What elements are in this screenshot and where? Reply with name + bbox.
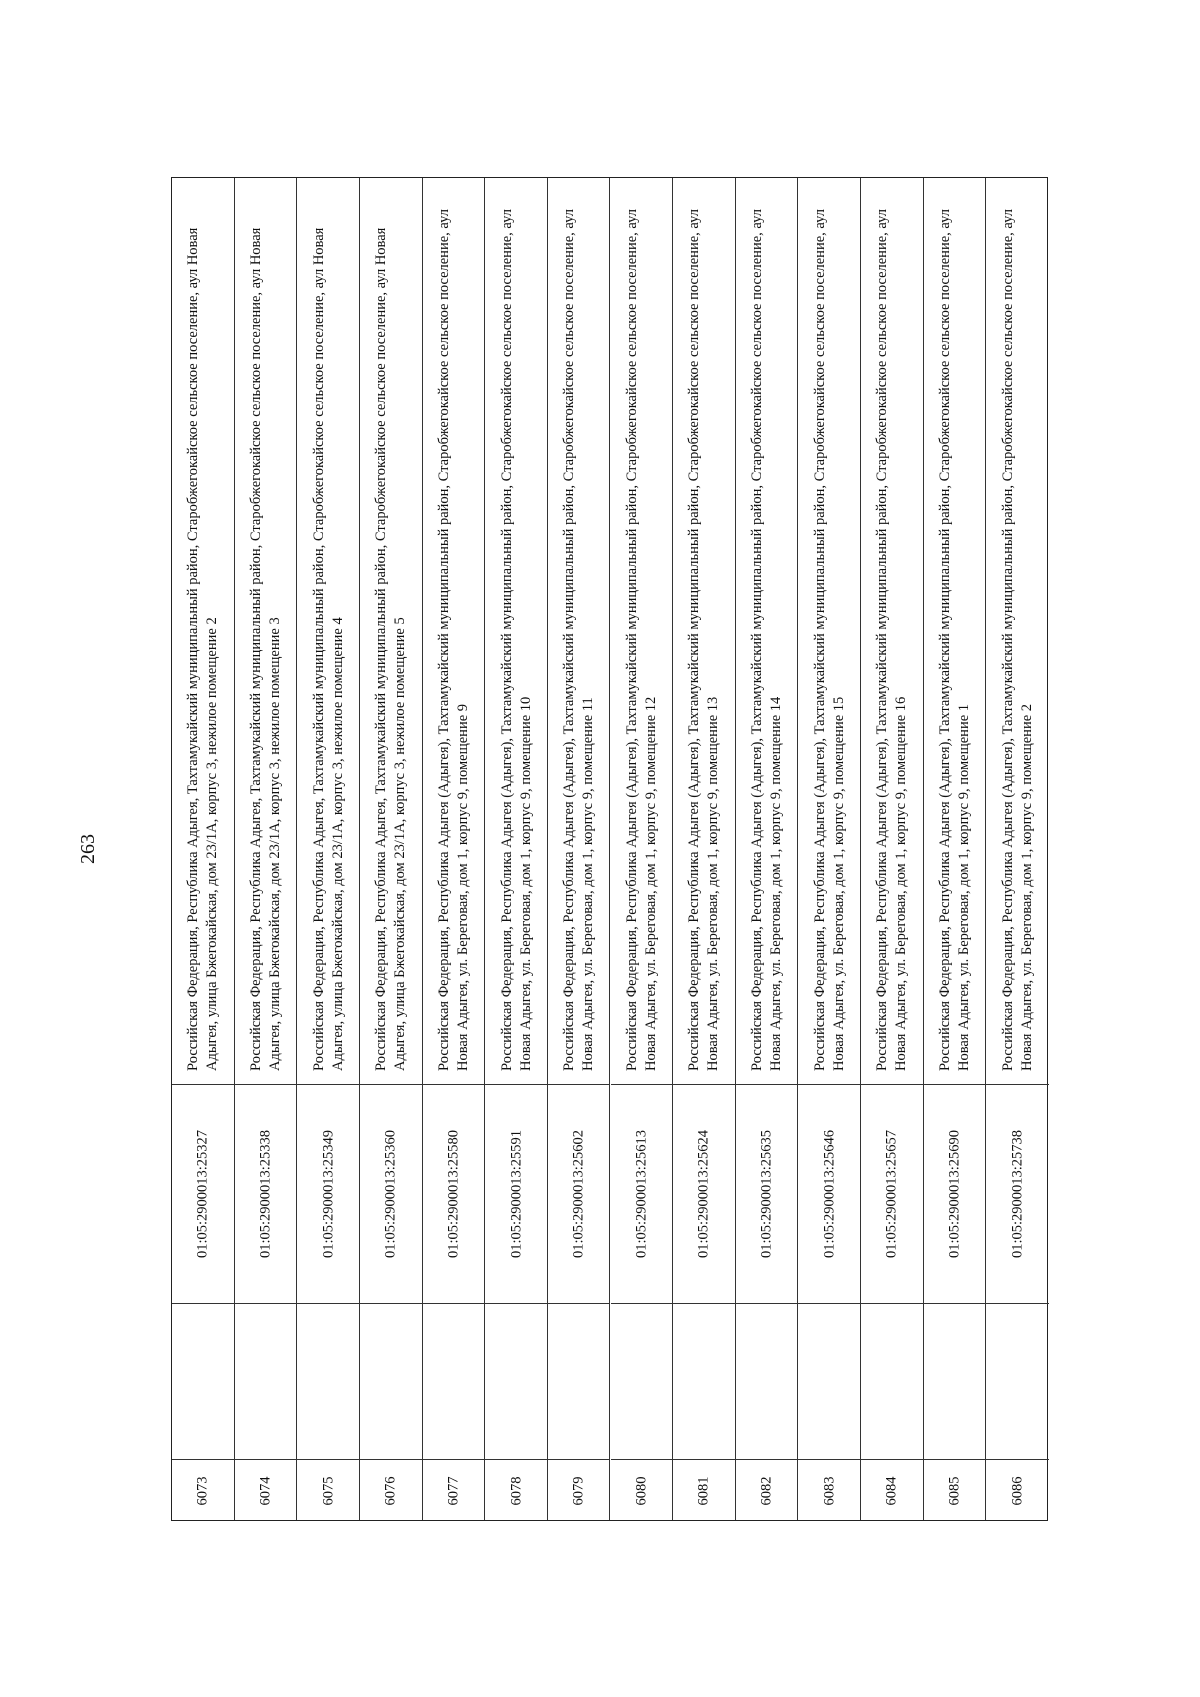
empty-cell	[548, 1303, 611, 1459]
address-cell	[485, 178, 548, 1084]
row-number-cell	[798, 1459, 861, 1522]
address-cell-text: Российская Федерация, Республика Адыгея (Адыгея), Тахтамукайский муниципальный район, Старобжегокайское сельское поселение, аул Новая Адыгея, ул. Береговая, дом 1, корпус 9, помещение 13	[686, 209, 722, 1071]
address-cell-text: Российская Федерация, Республика Адыгея, Тахтамукайский муниципальный район, Старобжегокайское сельское поселение, аул Новая Адыгея, улица Бжегокайская, дом 23/1А, корпус 3, нежилое помещение 4	[310, 227, 346, 1071]
cadastral-number-cell	[924, 1084, 987, 1303]
empty-cell	[798, 1303, 861, 1459]
row-number-cell-text: 6086	[1009, 1476, 1026, 1506]
page-number: 263	[77, 834, 99, 864]
cadastral-number-cell	[297, 1084, 360, 1303]
row-number-cell	[924, 1459, 987, 1522]
empty-cell	[673, 1303, 736, 1459]
cadastral-number-cell-text: 01:05:2900013:25657	[883, 1129, 900, 1259]
row-number-cell-text: 6082	[758, 1476, 775, 1506]
row-number-cell	[297, 1459, 360, 1522]
table-row	[235, 178, 298, 1520]
row-number-cell-text: 6083	[821, 1476, 838, 1506]
cadastral-number-cell	[235, 1084, 298, 1303]
cadastral-number-cell	[986, 1084, 1049, 1303]
empty-cell	[986, 1303, 1049, 1459]
row-number-cell-text: 6080	[633, 1476, 650, 1506]
cadastral-number-cell-text: 01:05:2900013:25338	[257, 1129, 274, 1259]
address-cell-text: Российская Федерация, Республика Адыгея (Адыгея), Тахтамукайский муниципальный район, Старобжегокайское сельское поселение, аул Новая Адыгея, ул. Береговая, дом 1, корпус 9, помещение 15	[811, 209, 847, 1071]
table-row	[798, 178, 861, 1520]
empty-cell	[924, 1303, 987, 1459]
empty-cell	[360, 1303, 423, 1459]
cadastral-number-cell-text: 01:05:2900013:25646	[821, 1129, 838, 1259]
address-cell-text: Российская Федерация, Республика Адыгея (Адыгея), Тахтамукайский муниципальный район, Старобжегокайское сельское поселение, аул Новая Адыгея, ул. Береговая, дом 1, корпус 9, помещение 10	[498, 209, 534, 1071]
cadastral-number-cell	[861, 1084, 924, 1303]
empty-cell	[861, 1303, 924, 1459]
row-number-cell	[172, 1459, 235, 1522]
row-number-cell-text: 6084	[883, 1476, 900, 1506]
cadastral-number-cell-text: 01:05:2900013:25690	[946, 1129, 963, 1259]
address-cell	[986, 178, 1049, 1084]
table-row	[485, 178, 548, 1520]
address-cell-text: Российская Федерация, Республика Адыгея, Тахтамукайский муниципальный район, Старобжегокайское сельское поселение, аул Новая Адыгея, улица Бжегокайская, дом 23/1А, корпус 3, нежилое помещение 3	[247, 227, 283, 1071]
address-cell	[235, 178, 298, 1084]
registry-table	[171, 177, 1048, 1521]
address-cell	[798, 178, 861, 1084]
address-cell	[736, 178, 799, 1084]
cadastral-number-cell-text: 01:05:2900013:25635	[758, 1129, 775, 1259]
table-row	[861, 178, 924, 1520]
cadastral-number-cell-text: 01:05:2900013:25360	[382, 1129, 399, 1259]
row-number-cell-text: 6073	[194, 1476, 211, 1506]
address-cell	[548, 178, 611, 1084]
cadastral-number-cell-text: 01:05:2900013:25624	[695, 1129, 712, 1259]
address-cell	[297, 178, 360, 1084]
address-cell	[423, 178, 486, 1084]
table-row	[423, 178, 486, 1520]
address-cell	[673, 178, 736, 1084]
address-cell-text: Российская Федерация, Республика Адыгея (Адыгея), Тахтамукайский муниципальный район, Старобжегокайское сельское поселение, аул Новая Адыгея, ул. Береговая, дом 1, корпус 9, помещение 2	[999, 209, 1035, 1071]
cadastral-number-cell-text: 01:05:2900013:25602	[570, 1129, 587, 1259]
empty-cell	[736, 1303, 799, 1459]
empty-cell	[423, 1303, 486, 1459]
empty-cell	[235, 1303, 298, 1459]
row-number-cell-text: 6076	[382, 1476, 399, 1506]
address-cell-text: Российская Федерация, Республика Адыгея (Адыгея), Тахтамукайский муниципальный район, Старобжегокайское сельское поселение, аул Новая Адыгея, ул. Береговая, дом 1, корпус 9, помещение 9	[435, 209, 471, 1071]
address-cell	[360, 178, 423, 1084]
cadastral-number-cell-text: 01:05:2900013:25580	[445, 1129, 462, 1259]
cadastral-number-cell	[673, 1084, 736, 1303]
empty-cell	[485, 1303, 548, 1459]
cadastral-number-cell-text: 01:05:2900013:25591	[508, 1129, 525, 1259]
address-cell-text: Российская Федерация, Республика Адыгея, Тахтамукайский муниципальный район, Старобжегокайское сельское поселение, аул Новая Адыгея, улица Бжегокайская, дом 23/1А, корпус 3, нежилое помещение 2	[185, 227, 221, 1071]
cadastral-number-cell-text: 01:05:2900013:25349	[320, 1129, 337, 1259]
cadastral-number-cell	[611, 1084, 674, 1303]
row-number-cell	[485, 1459, 548, 1522]
address-cell-text: Российская Федерация, Республика Адыгея (Адыгея), Тахтамукайский муниципальный район, Старобжегокайское сельское поселение, аул Новая Адыгея, ул. Береговая, дом 1, корпус 9, помещение 16	[874, 209, 910, 1071]
table-row	[986, 178, 1049, 1520]
row-number-cell-text: 6074	[257, 1476, 274, 1506]
cadastral-number-cell	[736, 1084, 799, 1303]
table-row	[924, 178, 987, 1520]
row-number-cell	[986, 1459, 1049, 1522]
table-row	[360, 178, 423, 1520]
row-number-cell	[423, 1459, 486, 1522]
address-cell-text: Российская Федерация, Республика Адыгея (Адыгея), Тахтамукайский муниципальный район, Старобжегокайское сельское поселение, аул Новая Адыгея, ул. Береговая, дом 1, корпус 9, помещение 11	[561, 209, 597, 1071]
row-number-cell-text: 6085	[946, 1476, 963, 1506]
table-row	[736, 178, 799, 1520]
address-cell-text: Российская Федерация, Республика Адыгея (Адыгея), Тахтамукайский муниципальный район, Старобжегокайское сельское поселение, аул Новая Адыгея, ул. Береговая, дом 1, корпус 9, помещение 1	[937, 209, 973, 1071]
address-cell	[172, 178, 235, 1084]
row-number-cell	[673, 1459, 736, 1522]
table-row	[673, 178, 736, 1520]
cadastral-number-cell-text: 01:05:2900013:25327	[194, 1129, 211, 1259]
cadastral-number-cell	[360, 1084, 423, 1303]
row-number-cell-text: 6081	[695, 1476, 712, 1506]
address-cell-text: Российская Федерация, Республика Адыгея (Адыгея), Тахтамукайский муниципальный район, Старобжегокайское сельское поселение, аул Новая Адыгея, ул. Береговая, дом 1, корпус 9, помещение 14	[749, 209, 785, 1071]
empty-cell	[611, 1303, 674, 1459]
cadastral-number-cell-text: 01:05:2900013:25738	[1009, 1129, 1026, 1259]
cadastral-number-cell	[172, 1084, 235, 1303]
row-number-cell-text: 6078	[508, 1476, 525, 1506]
address-cell	[924, 178, 987, 1084]
address-cell	[861, 178, 924, 1084]
row-number-cell	[861, 1459, 924, 1522]
table-row	[172, 178, 235, 1520]
table-row	[611, 178, 674, 1520]
row-number-cell	[548, 1459, 611, 1522]
row-number-cell-text: 6075	[320, 1476, 337, 1506]
empty-cell	[172, 1303, 235, 1459]
cadastral-number-cell-text: 01:05:2900013:25613	[633, 1129, 650, 1259]
address-cell	[611, 178, 674, 1084]
cadastral-number-cell	[548, 1084, 611, 1303]
cadastral-number-cell	[798, 1084, 861, 1303]
row-number-cell	[235, 1459, 298, 1522]
address-cell-text: Российская Федерация, Республика Адыгея, Тахтамукайский муниципальный район, Старобжегокайское сельское поселение, аул Новая Адыгея, улица Бжегокайская, дом 23/1А, корпус 3, нежилое помещение 5	[373, 227, 409, 1071]
row-number-cell	[611, 1459, 674, 1522]
table-row	[297, 178, 360, 1520]
row-number-cell-text: 6079	[570, 1476, 587, 1506]
table-row	[548, 178, 611, 1520]
cadastral-number-cell	[485, 1084, 548, 1303]
address-cell-text: Российская Федерация, Республика Адыгея (Адыгея), Тахтамукайский муниципальный район, Старобжегокайское сельское поселение, аул Новая Адыгея, ул. Береговая, дом 1, корпус 9, помещение 12	[623, 209, 659, 1071]
row-number-cell-text: 6077	[445, 1476, 462, 1506]
row-number-cell	[736, 1459, 799, 1522]
empty-cell	[297, 1303, 360, 1459]
row-number-cell	[360, 1459, 423, 1522]
cadastral-number-cell	[423, 1084, 486, 1303]
